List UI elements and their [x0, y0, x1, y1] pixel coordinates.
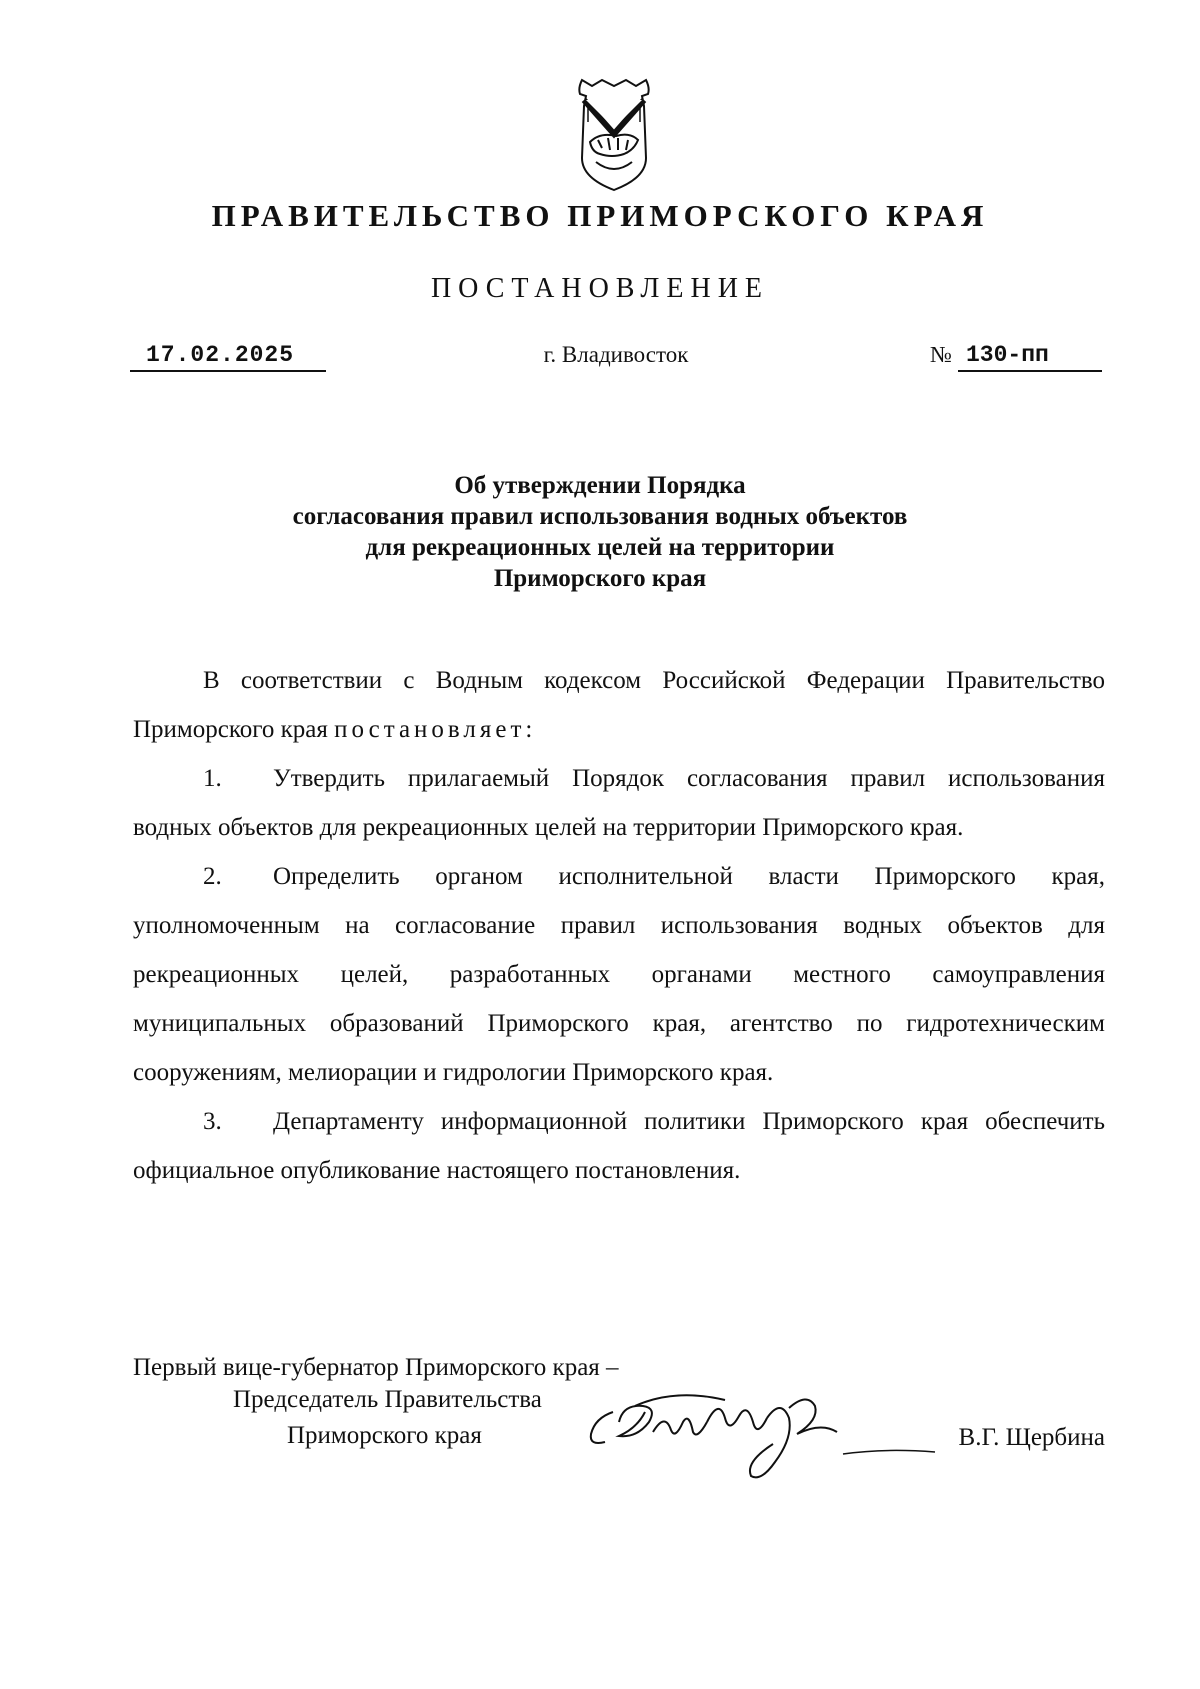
document-meta-row: [130, 340, 1102, 374]
item-text: Определить органом исполнительной власти Приморского края, уполномоченным на согласование правил использования водных объектов для рекреационных целей, разработанных органами местного самоуправления муниципальных образований Приморского края, агентство по гидротехническим сооружениям, мелиорации и гидрологии Приморского края.: [133, 863, 1105, 1086]
number-sign: №: [930, 342, 952, 367]
organization-title: ПРАВИТЕЛЬСТВО ПРИМОРСКОГО КРАЯ: [211, 198, 989, 233]
coat-of-arms-emblem: [572, 78, 656, 194]
subject-line: согласования правил использования водных объектов: [292, 503, 908, 530]
preamble-paragraph: [133, 656, 1105, 754]
item-text: Департаменту информационной политики Приморского края обеспечить официальное опубликование настоящего постановления.: [133, 1108, 1105, 1184]
item-number: 3.: [203, 1108, 222, 1135]
signatory-title-line: Первый вице-губернатор Приморского края –: [133, 1354, 619, 1381]
handwritten-signature: [575, 1382, 970, 1492]
preamble-text: В соответствии с Водным кодексом Российской Федерации Правительство Приморского края: [133, 667, 1105, 743]
item-text: Утвердить прилагаемый Порядок согласования правил использования водных объектов для рекреационных целей на территории Приморского края.: [133, 765, 1105, 841]
signatory-name: В.Г. Щербина: [958, 1424, 1105, 1451]
subject-line: Об утверждении Порядка: [454, 472, 746, 499]
decree-word: постановляет:: [334, 716, 537, 743]
signatory-title-line: Председатель Правительства: [233, 1386, 542, 1413]
document-number-field: [930, 340, 1102, 372]
document-number: 130-пп: [958, 340, 1102, 372]
document-city: г. Владивосток: [543, 342, 689, 367]
subject-line: для рекреационных целей на территории: [365, 534, 835, 561]
item-paragraph: [133, 852, 1105, 1097]
item-paragraph: [133, 1097, 1105, 1195]
item-number: 2.: [203, 863, 222, 890]
document-body: [133, 656, 1105, 1195]
subject-line: Приморского края: [493, 565, 707, 592]
item-paragraph: [133, 754, 1105, 852]
document-type: ПОСТАНОВЛЕНИЕ: [430, 273, 770, 304]
document-date: 17.02.2025: [130, 340, 326, 372]
item-number: 1.: [203, 765, 222, 792]
document-subject: [0, 470, 1200, 594]
signatory-title-line: Приморского края: [287, 1422, 482, 1449]
